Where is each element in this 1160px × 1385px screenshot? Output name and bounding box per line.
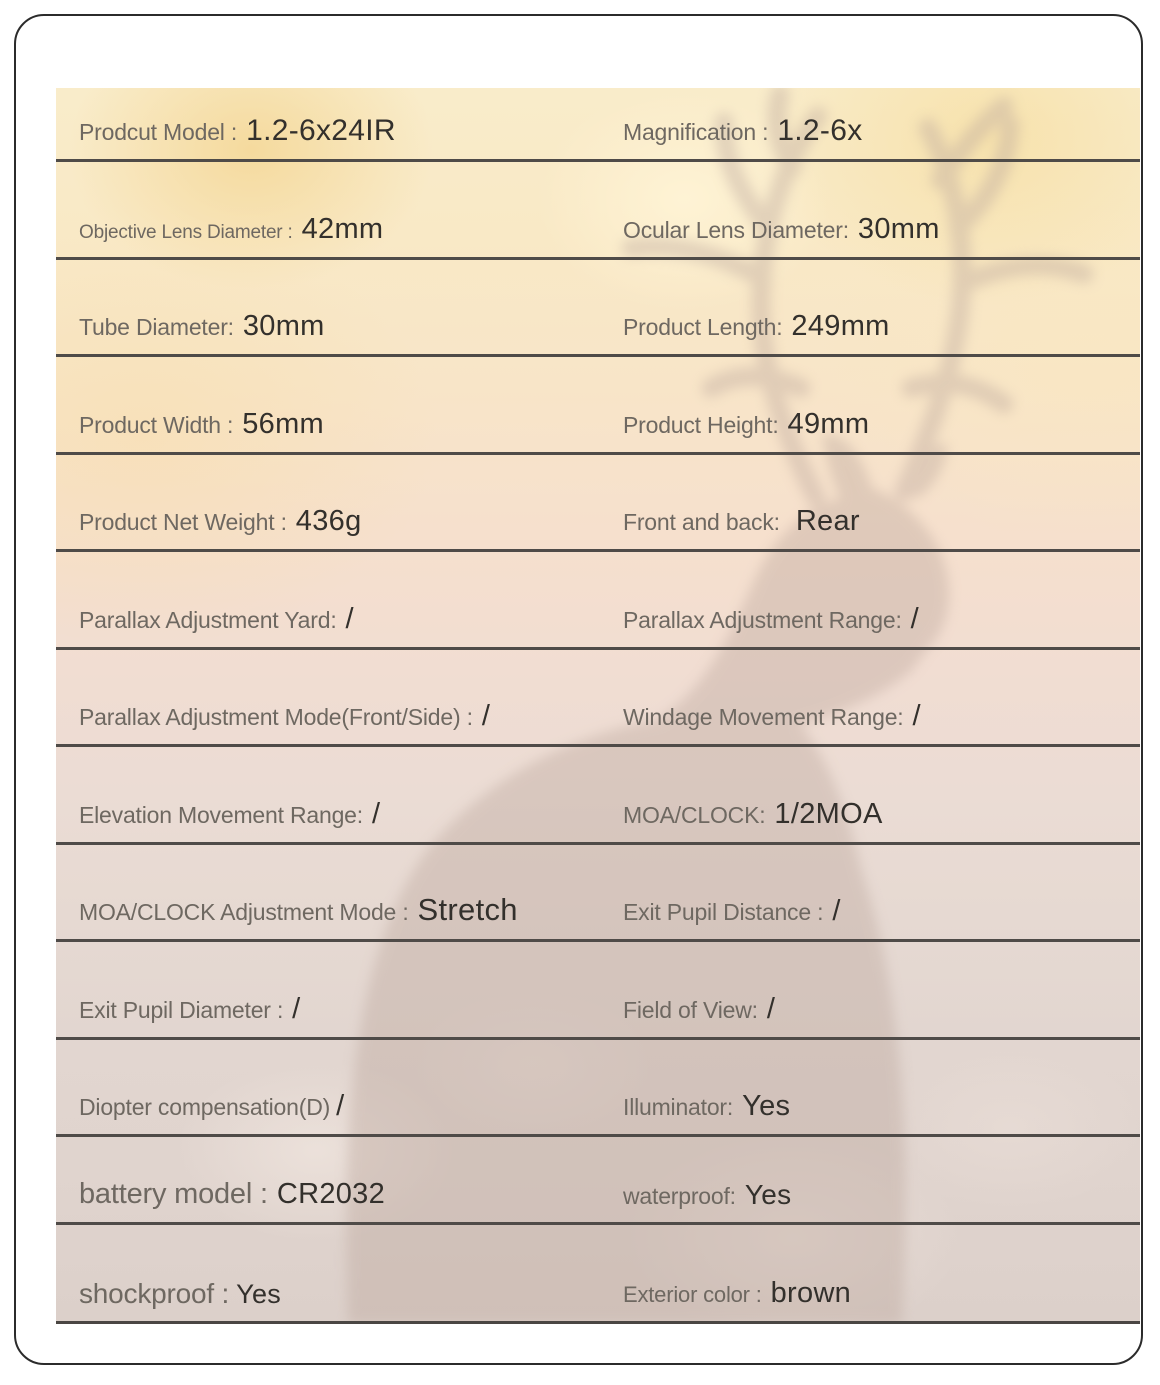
spec-cell bbox=[56, 114, 623, 159]
spec-cell bbox=[56, 1178, 623, 1222]
spec-label: Objective Lens Diameter : bbox=[79, 222, 293, 243]
spec-cell bbox=[56, 1278, 623, 1321]
spec-value: 1/2MOA bbox=[774, 798, 883, 830]
spec-value: 30mm bbox=[242, 310, 325, 342]
spec-label: Exit Pupil Distance : bbox=[623, 899, 824, 925]
spec-value: / bbox=[292, 993, 301, 1025]
spec-row-exit-pupil bbox=[56, 942, 1140, 1040]
spec-value: / bbox=[481, 700, 491, 732]
spec-cell bbox=[56, 408, 623, 452]
spec-cell bbox=[623, 114, 1140, 159]
spec-cell bbox=[623, 310, 1140, 354]
spec-value: 30mm bbox=[857, 213, 940, 245]
spec-label: Product Net Weight : bbox=[79, 509, 287, 535]
spec-label: Elevation Movement Range: bbox=[79, 802, 363, 828]
spec-value: / bbox=[910, 603, 919, 635]
spec-value: 42mm bbox=[301, 213, 384, 245]
spec-cell bbox=[623, 505, 1140, 549]
spec-cell bbox=[56, 310, 623, 354]
spec-cell bbox=[623, 993, 1140, 1037]
spec-value: 436g bbox=[295, 505, 362, 537]
spec-value: / bbox=[371, 798, 381, 830]
spec-label: Windage Movement Range: bbox=[623, 704, 904, 730]
spec-row-parallax-yard bbox=[56, 552, 1140, 650]
spec-label: Parallax Adjustment Mode(Front/Side) : bbox=[79, 704, 473, 730]
spec-row-tube-diameter bbox=[56, 260, 1140, 357]
spec-cell bbox=[56, 892, 623, 939]
spec-label: Illuminator: bbox=[623, 1094, 734, 1120]
spec-cell bbox=[623, 408, 1140, 452]
spec-label: battery model : bbox=[79, 1178, 268, 1210]
spec-row-diopter bbox=[56, 1040, 1140, 1137]
spec-label: Ocular Lens Diameter: bbox=[623, 217, 849, 243]
spec-cell bbox=[56, 603, 623, 647]
spec-label: Magnification : bbox=[623, 119, 769, 145]
spec-value: Yes bbox=[744, 1179, 792, 1210]
spec-label: Product Width : bbox=[79, 412, 234, 438]
spec-value: Stretch bbox=[417, 892, 518, 927]
spec-value: CR2032 bbox=[276, 1178, 386, 1210]
spec-row-elevation-range bbox=[56, 747, 1140, 845]
spec-cell bbox=[623, 1277, 1140, 1321]
spec-value: / bbox=[766, 993, 776, 1025]
spec-label: Exterior color : bbox=[623, 1282, 762, 1307]
spec-row-product-model bbox=[56, 88, 1140, 162]
spec-cell bbox=[56, 213, 623, 257]
spec-label: Product Height: bbox=[623, 412, 779, 438]
spec-cell bbox=[623, 603, 1140, 647]
spec-label: Diopter compensation(D) bbox=[79, 1094, 331, 1120]
spec-label: MOA/CLOCK Adjustment Mode : bbox=[79, 899, 409, 925]
spec-cell bbox=[56, 505, 623, 549]
spec-label: Exit Pupil Diameter : bbox=[79, 997, 284, 1023]
spec-table bbox=[56, 88, 1140, 1324]
stag-photo-background bbox=[56, 88, 1140, 1324]
spec-row-lens-diameter bbox=[56, 162, 1140, 260]
spec-cell bbox=[623, 798, 1140, 842]
spec-label: Tube Diameter: bbox=[79, 314, 234, 340]
spec-label: Prodcut Model : bbox=[79, 119, 238, 145]
spec-value: 56mm bbox=[242, 408, 325, 440]
spec-cell bbox=[623, 700, 1140, 744]
spec-value: / bbox=[912, 700, 921, 732]
spec-value: 49mm bbox=[787, 408, 870, 440]
spec-value: brown bbox=[770, 1277, 852, 1309]
spec-cell bbox=[623, 213, 1140, 257]
spec-label: shockproof : bbox=[79, 1278, 230, 1309]
spec-row-battery bbox=[56, 1137, 1140, 1225]
spec-row-moa-mode bbox=[56, 845, 1140, 942]
spec-value: / bbox=[345, 603, 354, 635]
spec-label: Parallax Adjustment Yard: bbox=[79, 607, 337, 633]
spec-row-net-weight bbox=[56, 455, 1140, 552]
spec-label: Front and back: bbox=[623, 509, 780, 535]
spec-label: waterproof: bbox=[623, 1183, 736, 1209]
spec-value: / bbox=[832, 895, 841, 927]
spec-label: MOA/CLOCK: bbox=[623, 802, 766, 828]
spec-cell bbox=[56, 700, 623, 744]
spec-value: Rear bbox=[795, 505, 860, 537]
spec-cell bbox=[56, 993, 623, 1037]
spec-cell bbox=[56, 798, 623, 842]
spec-cell bbox=[623, 1090, 1140, 1134]
spec-cell bbox=[623, 895, 1140, 939]
spec-value: 1.2-6x24IR bbox=[246, 114, 396, 147]
spec-cell bbox=[623, 1179, 1140, 1222]
spec-value: 1.2-6x bbox=[777, 114, 863, 147]
spec-value: / bbox=[336, 1090, 345, 1122]
spec-label: Parallax Adjustment Range: bbox=[623, 607, 902, 633]
spec-row-shockproof bbox=[56, 1225, 1140, 1324]
spec-label: Field of View: bbox=[623, 997, 758, 1023]
spec-row-product-width bbox=[56, 357, 1140, 455]
spec-value: 249mm bbox=[791, 310, 890, 342]
spec-row-parallax-mode bbox=[56, 650, 1140, 747]
spec-label: Product Length: bbox=[623, 314, 783, 340]
spec-value: Yes bbox=[742, 1090, 791, 1122]
spec-cell bbox=[56, 1090, 623, 1134]
spec-value: Yes bbox=[236, 1279, 282, 1309]
spec-card bbox=[14, 14, 1143, 1365]
